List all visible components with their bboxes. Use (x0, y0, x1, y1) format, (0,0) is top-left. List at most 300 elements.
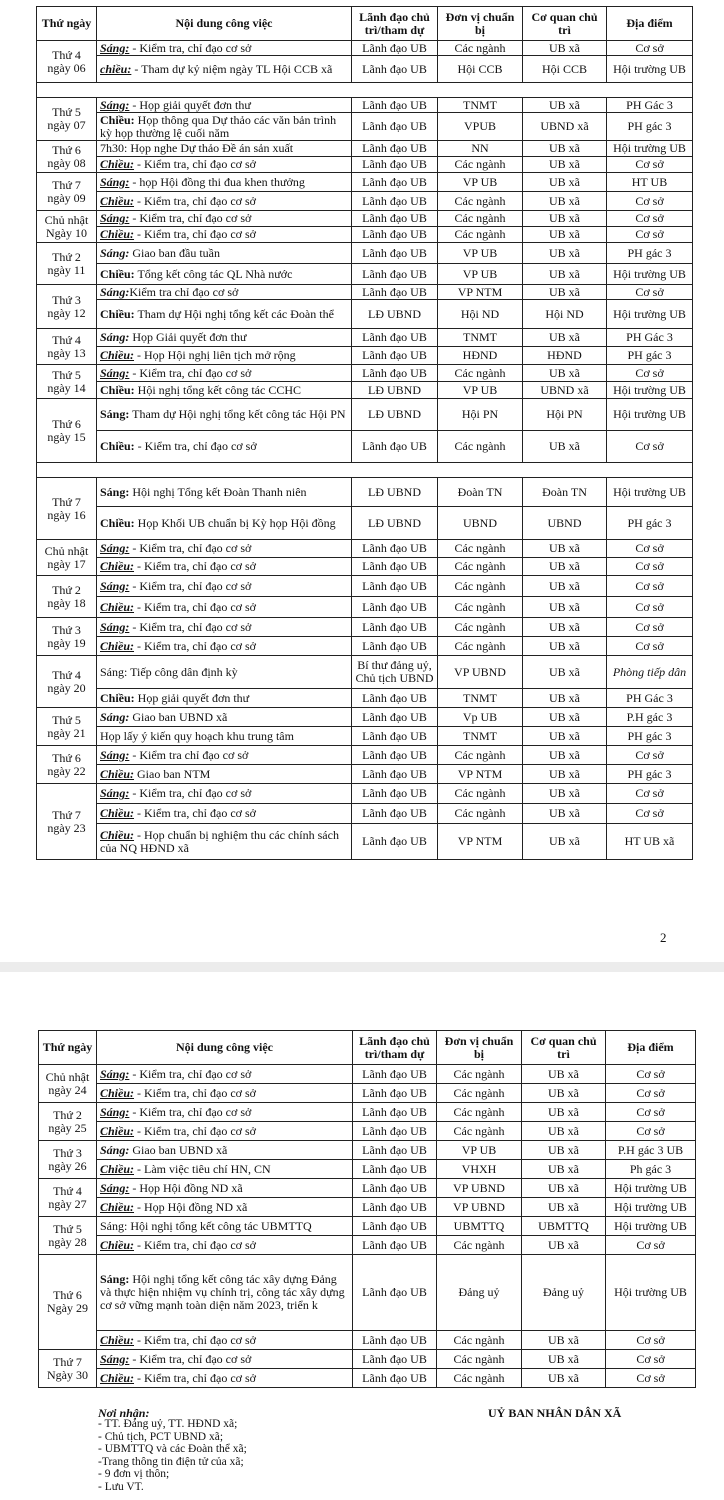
task-cell (97, 347, 352, 365)
task-text: Họp giải quyết đơn thư (134, 690, 250, 705)
host-cell: UB xã (523, 264, 607, 285)
day-cell: Thứ 7 ngày 09 (37, 173, 97, 211)
unit-cell: Các ngành (437, 1103, 522, 1122)
unit-cell: VP NTM (438, 285, 523, 300)
day-cell: Thứ 3 ngày 19 (37, 618, 97, 656)
unit-cell: Đoàn TN (438, 478, 523, 507)
place-cell: Cơ sở (607, 285, 693, 300)
session-label: Sáng: (100, 619, 130, 634)
place-cell: PH gác 3 (607, 113, 693, 141)
header-content: Nội dung công việc (97, 7, 352, 41)
task-cell (97, 382, 352, 399)
task-cell (97, 1350, 353, 1369)
day-cell: Thứ 2 ngày 25 (39, 1103, 97, 1141)
place-cell: Hội trường UB (606, 1179, 696, 1198)
unit-cell: Các ngành (438, 576, 523, 597)
task-cell (97, 656, 352, 689)
task-cell (97, 1065, 353, 1084)
task-cell (97, 431, 352, 463)
unit-cell: Hội PN (438, 399, 523, 431)
task-cell (97, 113, 352, 141)
host-cell: UB xã (523, 618, 607, 637)
place-cell: PH gác 3 (607, 727, 693, 746)
place-cell: Hội trường UB (606, 1198, 696, 1217)
table-row (39, 1122, 696, 1141)
leader-cell: Lãnh đạo UB (352, 708, 438, 727)
task-text: - Kiểm tra, chỉ đạo cơ sở (134, 1332, 257, 1347)
host-cell: Hội CCB (523, 56, 607, 83)
host-cell: UB xã (523, 804, 607, 824)
task-cell (97, 1122, 353, 1141)
place-cell: Hội trường UB (606, 1255, 696, 1331)
session-label: Sáng: (100, 1351, 130, 1366)
task-text: - Kiểm tra, chỉ đạo cơ sở (134, 559, 257, 573)
recipients-title: Nơi nhận: (98, 1406, 150, 1420)
task-text: - Họp Hội đồng ND xã (134, 1199, 248, 1214)
leader-cell: Lãnh đạo UB (353, 1103, 437, 1122)
leader-cell: Lãnh đạo UB (352, 264, 438, 285)
host-cell: UB xã (522, 1141, 606, 1160)
place-cell: Cơ sở (606, 1065, 696, 1084)
session-label: Chiều: (100, 827, 135, 842)
unit-cell: TNMT (438, 727, 523, 746)
table-row (37, 399, 693, 431)
header-unit: Đơn vị chuẩn bị (437, 1031, 522, 1065)
task-text: - Kiểm tra, chỉ đạo cơ sở (129, 365, 252, 380)
task-text: - Kiểm tra, chỉ đạo cơ sở (129, 578, 252, 593)
unit-cell: Đảng uỷ (437, 1255, 522, 1331)
task-text: - Họp giải quyết đơn thư (129, 97, 251, 112)
task-cell (97, 98, 352, 113)
task-text: - Kiểm tra, chỉ đạo cơ sở (129, 40, 252, 55)
table-row (37, 141, 693, 157)
organization-name: UỶ BAN NHÂN DÂN XÃ (488, 1406, 622, 1420)
place-cell: Cơ sở (607, 597, 693, 618)
table-row (37, 41, 693, 56)
task-text: - Kiểm tra, chỉ đạo cơ sở (134, 1123, 257, 1138)
unit-cell: VP UB (438, 243, 523, 264)
table-row (37, 689, 693, 708)
host-cell: UB xã (523, 576, 607, 597)
host-cell: UB xã (523, 784, 607, 804)
session-label: Sáng: (100, 541, 130, 555)
task-cell (97, 227, 352, 243)
unit-cell: VP UBND (437, 1198, 522, 1217)
host-cell: UB xã (522, 1160, 606, 1179)
table-row (37, 329, 693, 347)
host-cell: UBND (523, 507, 607, 540)
day-cell: Thứ 4 ngày 06 (37, 41, 97, 83)
task-cell (97, 1084, 353, 1103)
leader-cell: Lãnh đạo UB (353, 1084, 437, 1103)
table-row (37, 727, 693, 746)
host-cell: UB xã (522, 1103, 606, 1122)
place-cell: Cơ sở (607, 157, 693, 173)
leader-cell: LĐ UBND (352, 382, 438, 399)
session-label: Sáng: (100, 330, 130, 344)
day-cell: Chủ nhật ngày 17 (37, 540, 97, 576)
session-label: Chiều: (100, 690, 135, 705)
session-label: Chiều: (100, 766, 135, 781)
task-cell (97, 597, 352, 618)
table-row (37, 804, 693, 824)
task-text: Họp thông qua Dự thảo các văn bản trình kỳ họp thường lệ cuối năm (100, 112, 337, 140)
document-page-2 (0, 972, 724, 1500)
header-day: Thứ ngày (37, 7, 97, 41)
place-cell: PH Gác 3 (607, 689, 693, 708)
task-text: - Kiểm tra, chỉ đạo cơ sở (129, 1104, 252, 1119)
unit-cell: VP NTM (438, 824, 523, 860)
task-cell (97, 708, 352, 727)
host-cell: UB xã (522, 1350, 606, 1369)
task-cell (97, 1217, 353, 1236)
session-label: Chiều: (100, 306, 135, 321)
task-cell (97, 285, 352, 300)
session-label: chiều: (100, 61, 132, 76)
day-cell: Thứ 5 ngày 28 (39, 1217, 97, 1255)
unit-cell: Các ngành (438, 597, 523, 618)
place-cell: Cơ sở (607, 365, 693, 382)
leader-cell: Lãnh đạo UB (352, 765, 438, 784)
task-text: - Họp chuẩn bị nghiệm thu các chính sách của NQ HĐND xã (100, 827, 339, 855)
session-label: Sáng: (100, 1180, 130, 1195)
task-cell (97, 56, 352, 83)
task-text: - Kiểm tra, chỉ đạo cơ sở (134, 227, 257, 241)
leader-cell: Lãnh đạo UB (353, 1141, 437, 1160)
unit-cell: Các ngành (437, 1350, 522, 1369)
table-row (37, 824, 693, 860)
leader-cell: Lãnh đạo UB (353, 1065, 437, 1084)
table-row (37, 656, 693, 689)
host-cell: UBND xã (523, 113, 607, 141)
leader-cell: Lãnh đạo UB (352, 347, 438, 365)
session-label: Sáng: (100, 174, 130, 189)
place-cell: Cơ sở (606, 1369, 696, 1388)
task-cell (97, 1236, 353, 1255)
table-row (37, 540, 693, 558)
task-text: Kiểm tra chỉ đạo cơ sở (129, 284, 239, 299)
header-leader: Lãnh đạo chủ trì/tham dự (353, 1031, 437, 1065)
task-text: Tham dự Hội nghị tổng kết các Đoàn thể (134, 306, 334, 321)
table-header-row (39, 1031, 696, 1065)
task-text: Giao ban NTM (134, 766, 211, 781)
table-row (39, 1141, 696, 1160)
host-cell: UB xã (522, 1236, 606, 1255)
task-cell (97, 637, 352, 656)
unit-cell: Các ngành (438, 804, 523, 824)
task-cell (97, 399, 352, 431)
table-row (37, 637, 693, 656)
leader-cell: Lãnh đạo UB (353, 1236, 437, 1255)
separator-row (37, 463, 693, 478)
leader-cell: Lãnh đạo UB (352, 558, 438, 576)
unit-cell: Các ngành (438, 746, 523, 765)
unit-cell: VP UB (438, 264, 523, 285)
leader-cell: Lãnh đạo UB (352, 56, 438, 83)
host-cell: UB xã (523, 365, 607, 382)
day-cell: Thứ 2 ngày 11 (37, 243, 97, 285)
host-cell: UB xã (523, 431, 607, 463)
table-row (37, 478, 693, 507)
task-cell (97, 157, 352, 173)
place-cell: Cơ sở (606, 1350, 696, 1369)
leader-cell: Lãnh đạo UB (352, 824, 438, 860)
table-header-row (37, 7, 693, 41)
task-text: Hội nghị tổng kết công tác xây dựng Đảng và thực hiện nhiệm vụ chính trị, công tác xây dựng cơ sở vững mạnh toàn diện năm 2023, triển k (100, 1272, 345, 1312)
task-text: Tham dự Hội nghị tổng kết công tác Hội PN (129, 407, 346, 421)
place-cell: Cơ sở (607, 576, 693, 597)
session-label: Chiều: (100, 1161, 135, 1176)
leader-cell: Lãnh đạo UB (352, 285, 438, 300)
leader-cell: Lãnh đạo UB (352, 41, 438, 56)
table-row (37, 300, 693, 329)
leader-cell: Lãnh đạo UB (353, 1122, 437, 1141)
leader-cell: Lãnh đạo UB (352, 637, 438, 656)
session-label: Chiều: (100, 638, 135, 653)
task-cell (97, 618, 352, 637)
leader-cell: LĐ UBND (352, 300, 438, 329)
header-host: Cơ quan chủ trì (522, 1031, 606, 1065)
session-label: Chiều: (100, 382, 135, 397)
leader-cell: Lãnh đạo UB (352, 431, 438, 463)
table-row (37, 382, 693, 399)
task-text: 7h30: Họp nghe Dự thảo Đề án sản xuất (100, 141, 294, 155)
place-cell: PH gác 3 (607, 243, 693, 264)
session-label: Chiều: (100, 1370, 135, 1385)
leader-cell: Lãnh đạo UB (353, 1198, 437, 1217)
session-label: Sáng: (100, 1066, 130, 1081)
unit-cell: NN (438, 141, 523, 157)
session-label: Chiều: (100, 1123, 135, 1138)
task-text: - Kiểm tra, chỉ đạo cơ sở (134, 806, 257, 820)
unit-cell: Các ngành (438, 540, 523, 558)
table-row (37, 243, 693, 264)
header-day: Thứ ngày (39, 1031, 97, 1065)
host-cell: UB xã (523, 192, 607, 211)
unit-cell: TNMT (438, 98, 523, 113)
separator-cell (37, 83, 693, 98)
host-cell: UB xã (522, 1369, 606, 1388)
host-cell: UB xã (522, 1122, 606, 1141)
recipient-item: - Lưu VT. (98, 1480, 144, 1493)
table-row (39, 1198, 696, 1217)
leader-cell: LĐ UBND (352, 478, 438, 507)
host-cell: Hội PN (523, 399, 607, 431)
task-cell (97, 1141, 353, 1160)
session-label: Sáng: (100, 578, 130, 593)
unit-cell: VP UBND (437, 1179, 522, 1198)
task-cell (97, 689, 352, 708)
session-label: Sáng: (100, 284, 130, 299)
task-text: Hội nghị tổng kết công tác CCHC (134, 382, 301, 397)
host-cell: UB xã (523, 41, 607, 56)
host-cell: UB xã (523, 765, 607, 784)
session-label: Chiều: (100, 1332, 135, 1347)
session-label: Chiều: (100, 559, 135, 573)
separator-cell (37, 463, 693, 478)
task-text: - Tham dự kỷ niệm ngày TL Hội CCB xã (131, 61, 333, 76)
unit-cell: Các ngành (438, 784, 523, 804)
host-cell: UB xã (523, 689, 607, 708)
day-cell: Thứ 5 ngày 21 (37, 708, 97, 746)
leader-cell: Lãnh đạo UB (352, 113, 438, 141)
table-row (39, 1217, 696, 1236)
table-row (37, 347, 693, 365)
table-row (37, 192, 693, 211)
table-row (37, 431, 693, 463)
task-cell (97, 804, 352, 824)
task-cell (97, 173, 352, 192)
host-cell: UB xã (523, 173, 607, 192)
task-cell (97, 824, 352, 860)
task-cell (97, 1331, 353, 1350)
session-label: Sáng: (100, 1272, 130, 1286)
place-cell: PH Gác 3 (607, 98, 693, 113)
session-label: Sáng: (100, 709, 130, 724)
place-cell: Phòng tiếp dân (607, 656, 693, 689)
task-text: - Kiểm tra, chỉ đạo cơ sở (129, 786, 252, 800)
task-text: - Họp Hội nghị liên tịch mở rộng (134, 348, 296, 362)
host-cell: UB xã (523, 558, 607, 576)
task-cell (97, 192, 352, 211)
place-cell: Cơ sở (606, 1122, 696, 1141)
leader-cell: Lãnh đạo UB (352, 804, 438, 824)
task-cell (97, 765, 352, 784)
day-cell: Thứ 7 ngày 16 (37, 478, 97, 540)
task-text: - Kiểm tra, chỉ đạo cơ sở (134, 157, 257, 171)
table-row (37, 98, 693, 113)
leader-cell: Lãnh đạo UB (352, 597, 438, 618)
task-cell (97, 1103, 353, 1122)
leader-cell: Lãnh đạo UB (352, 689, 438, 708)
unit-cell: Các ngành (437, 1331, 522, 1350)
leader-cell: Lãnh đạo UB (352, 98, 438, 113)
task-cell (97, 1160, 353, 1179)
place-cell: Cơ sở (607, 431, 693, 463)
unit-cell: Các ngành (438, 192, 523, 211)
table-row (37, 558, 693, 576)
table-row (37, 708, 693, 727)
place-cell: Cơ sở (606, 1236, 696, 1255)
session-label: Chiều: (100, 227, 135, 241)
host-cell: UBND xã (523, 382, 607, 399)
day-cell: Chủ nhật ngày 24 (39, 1065, 97, 1103)
host-cell: Đảng uỷ (522, 1255, 606, 1331)
table-row (37, 227, 693, 243)
table-row (37, 285, 693, 300)
place-cell: Hội trường UB (607, 264, 693, 285)
task-cell (97, 1198, 353, 1217)
unit-cell: Các ngành (438, 618, 523, 637)
task-text: Giao ban UBND xã (129, 1142, 228, 1157)
task-text: - Kiểm tra chỉ đạo cơ sở (129, 747, 249, 762)
unit-cell: VP UB (438, 173, 523, 192)
recipients-list (98, 1418, 247, 1493)
day-cell: Thứ 3 ngày 12 (37, 285, 97, 329)
task-text: - Kiểm tra, chỉ đạo cơ sở (134, 638, 257, 653)
place-cell: Hội trường UB (607, 300, 693, 329)
leader-cell: Lãnh đạo UB (352, 173, 438, 192)
day-cell: Thứ 4 ngày 20 (37, 656, 97, 708)
place-cell: PH gác 3 (607, 765, 693, 784)
place-cell: Cơ sở (607, 192, 693, 211)
host-cell: UB xã (523, 98, 607, 113)
task-cell (97, 211, 352, 227)
unit-cell: Các ngành (437, 1084, 522, 1103)
task-text: Sáng: Hội nghị tổng kết công tác UBMTTQ (100, 1218, 312, 1233)
task-cell (97, 300, 352, 329)
session-label: Chiều: (100, 599, 135, 614)
task-text: Giao ban UBND xã (129, 709, 228, 724)
host-cell: Hội ND (523, 300, 607, 329)
leader-cell: Lãnh đạo UB (352, 540, 438, 558)
table-row (39, 1236, 696, 1255)
task-cell (97, 1255, 353, 1331)
task-text: - Họp Hội đồng ND xã (129, 1180, 243, 1195)
leader-cell: Lãnh đạo UB (352, 784, 438, 804)
place-cell: Cơ sở (607, 211, 693, 227)
table-row (37, 264, 693, 285)
recipient-item: -Trang thông tin điện tử của xã; (98, 1455, 244, 1468)
leader-cell: Lãnh đạo UB (352, 329, 438, 347)
day-cell: Thứ 6 Ngày 29 (39, 1255, 97, 1350)
table-row (39, 1065, 696, 1084)
leader-cell: Lãnh đạo UB (352, 211, 438, 227)
leader-cell: Lãnh đạo UB (352, 365, 438, 382)
host-cell: Đoàn TN (523, 478, 607, 507)
unit-cell: Hội ND (438, 300, 523, 329)
schedule-table-page-2 (38, 1030, 696, 1388)
unit-cell: Các ngành (437, 1369, 522, 1388)
leader-cell: Lãnh đạo UB (352, 618, 438, 637)
day-cell: Thứ 4 ngày 13 (37, 329, 97, 365)
session-label: Chiều: (100, 112, 135, 127)
session-label: Chiều: (100, 515, 135, 530)
separator-row (37, 83, 693, 98)
task-cell (97, 1179, 353, 1198)
place-cell: Cơ sở (607, 540, 693, 558)
recipient-item: - TT. Đảng uỷ, TT. HĐND xã; (98, 1418, 238, 1430)
leader-cell: LĐ UBND (352, 507, 438, 540)
unit-cell: Các ngành (438, 558, 523, 576)
task-text: - Kiểm tra, chỉ đạo cơ sở (134, 1237, 257, 1252)
unit-cell: TNMT (438, 329, 523, 347)
unit-cell: Hội CCB (438, 56, 523, 83)
table-row (37, 173, 693, 192)
session-label: Chiều: (100, 1199, 135, 1214)
task-text: - Kiểm tra, chỉ đạo cơ sở (134, 599, 257, 614)
unit-cell: VP UBND (438, 656, 523, 689)
session-label: Chiều: (100, 348, 135, 362)
place-cell: Cơ sở (607, 558, 693, 576)
host-cell: UB xã (523, 708, 607, 727)
place-cell: Ph gác 3 (606, 1160, 696, 1179)
unit-cell: UBMTTQ (437, 1217, 522, 1236)
task-cell (97, 727, 352, 746)
host-cell: UB xã (523, 157, 607, 173)
table-row (37, 56, 693, 83)
host-cell: UB xã (522, 1179, 606, 1198)
table-row (37, 365, 693, 382)
table-row (39, 1179, 696, 1198)
schedule-table-page-1 (36, 6, 693, 860)
session-label: Sáng: (100, 97, 130, 112)
host-cell: UB xã (523, 637, 607, 656)
host-cell: UB xã (522, 1198, 606, 1217)
place-cell: PH gác 3 (607, 347, 693, 365)
place-cell: P.H gác 3 (607, 708, 693, 727)
header-place: Địa điểm (606, 1031, 696, 1065)
